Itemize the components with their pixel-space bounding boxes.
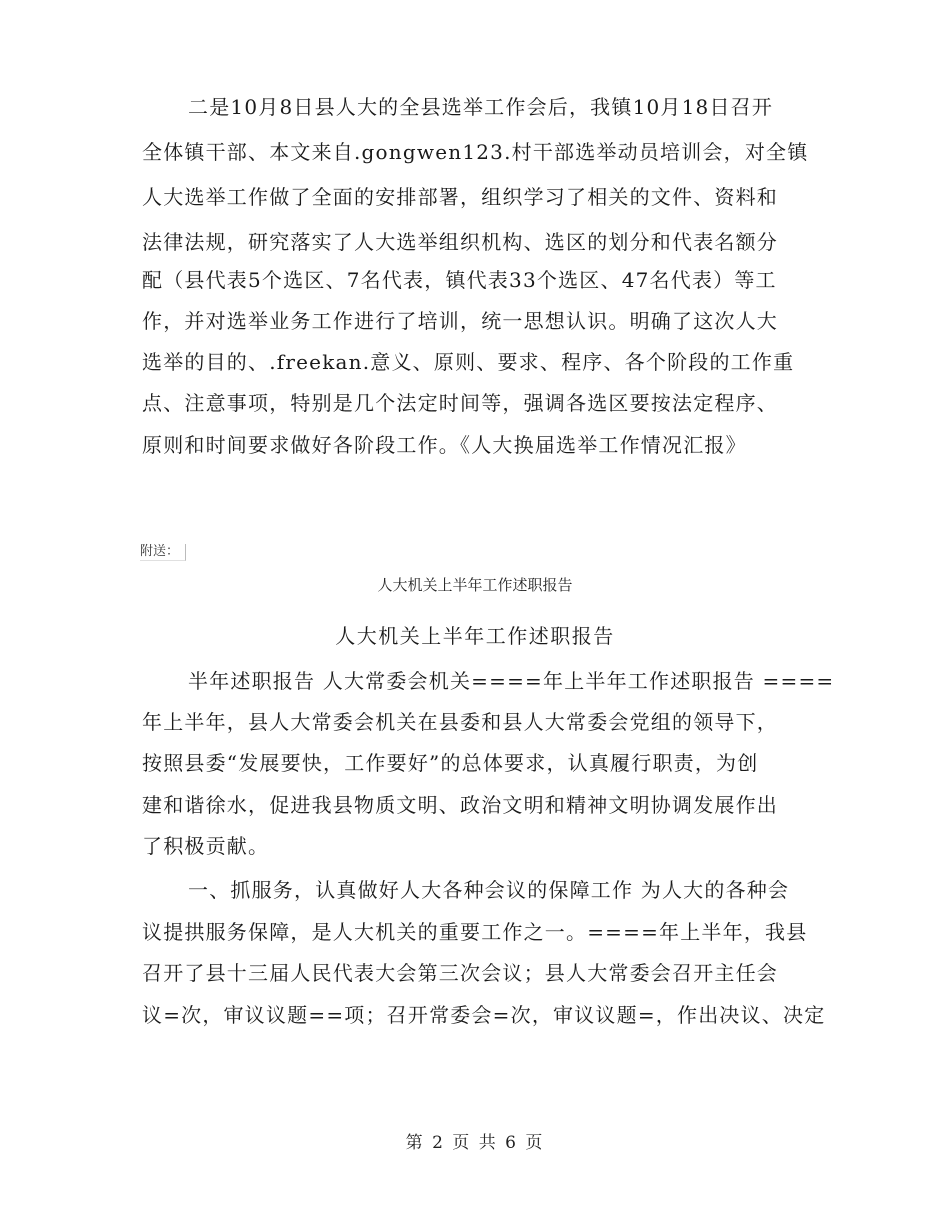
text-line: 年上半年，县人大常委会机关在县委和县人大常委会党组的领导下， <box>142 710 778 734</box>
text-line: 原则和时间要求做好各阶段工作。《人大换届选举工作情况汇报》 <box>142 433 747 457</box>
text-line: 议=次，审议议题==项；召开常委会=次，审议议题=，作出决议、决定 <box>142 1003 826 1027</box>
text-line: 了积极贡献。 <box>142 834 270 858</box>
text-line: 点、注意事项，特别是几个法定时间等，强调各选区要按法定程序、 <box>142 391 778 415</box>
small-title: 人大机关上半年工作述职报告 <box>377 576 573 594</box>
text-line: 按照县委“发展要快，工作要好”的总体要求，认真履行职责，为创 <box>142 751 759 775</box>
text-line: 召开了县十三届人民代表大会第三次会议；县人大常委会召开主任会 <box>142 961 778 985</box>
text-line: 半年述职报告 人大常委会机关====年上半年工作述职报告 ==== <box>188 669 835 693</box>
text-line: 建和谐徐水，促进我县物质文明、政治文明和精神文明协调发展作出 <box>142 793 778 817</box>
text-line: 法律法规，研究落实了人大选举组织机构、选区的划分和代表名额分 <box>142 230 778 254</box>
text-line: 议提拱服务保障，是人大机关的重要工作之一。====年上半年，我县 <box>142 920 808 944</box>
text-line: 作，并对选举业务工作进行了培训，统一思想认识。明确了这次人大 <box>142 309 778 333</box>
text-line: 配（县代表5个选区、7名代表，镇代表33个选区、47名代表）等工 <box>142 268 777 292</box>
attachment-label: 附送： <box>140 544 186 561</box>
text-line: 选举的目的、.freekan.意义、原则、要求、程序、各个阶段的工作重 <box>142 350 795 374</box>
text-line: 二是10月8日县人大的全县选举工作会后，我镇10月18日召开 <box>188 95 774 119</box>
text-line: 一、抓服务，认真做好人大各种会议的保障工作 为人大的各种会 <box>188 878 790 902</box>
text-line: 人大选举工作做了全面的安排部署，组织学习了相关的文件、资料和 <box>142 185 778 209</box>
text-line: 全体镇干部、本文来自.gongwen123.村干部选举动员培训会，对全镇 <box>142 140 809 164</box>
page-title: 人大机关上半年工作述职报告 <box>335 624 615 648</box>
page-number-footer: 第 2 页 共 6 页 <box>405 1133 545 1153</box>
